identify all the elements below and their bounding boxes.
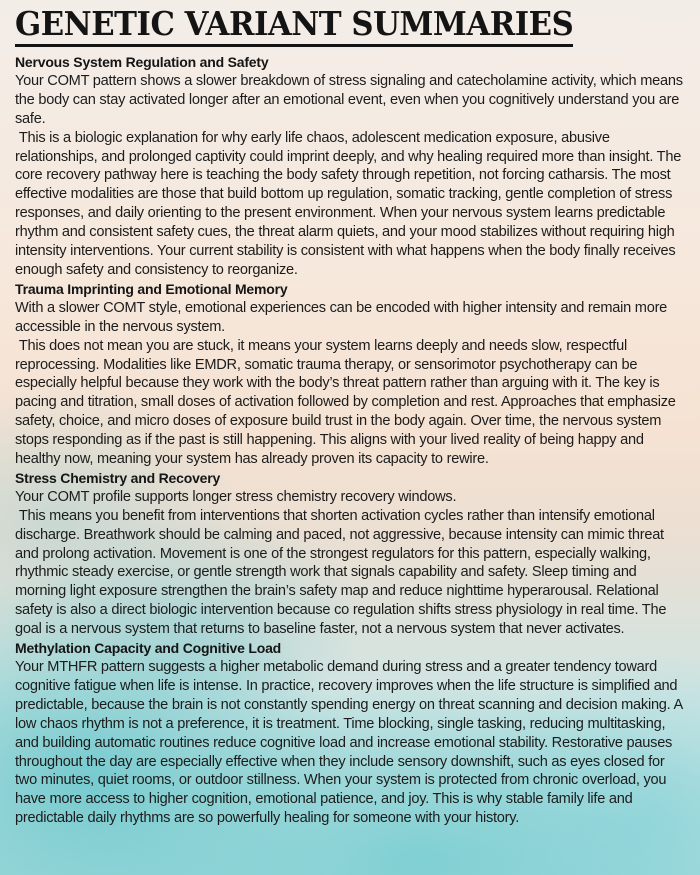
section-heading: Methylation Capacity and Cognitive Load xyxy=(15,640,282,657)
section-stress-chemistry xyxy=(15,469,687,639)
section-summary: Your COMT pattern shows a slower breakdown of stress signaling and catecholamine activity, which means the body can stay activated longer after an emotional event, even when you cognitively understand you are safe. xyxy=(15,72,687,127)
document-page xyxy=(15,4,687,828)
section-trauma-imprinting xyxy=(15,280,687,469)
section-summary: Your COMT profile supports longer stress chemistry recovery windows. xyxy=(15,488,457,505)
section-detail: This means you benefit from interventions that shorten activation cycles rather than intensify emotional discharge. Breathwork should be calming and paced, not aggressive, because intensity can mimic threat and prolong activation. Movement is one of the strongest regulators for this pattern, especially walking, rhythmic steady exercise, or gentle strength work that signals capability and safety. Sleep timing and morning light exposure strengthen the brain’s safety map and reduce nighttime hyperarousal. Relational safety is also a direct biologic intervention because co regulation shifts stress physiology in real time. The goal is a nervous system that returns to baseline faster, not a nervous system that never activates. xyxy=(15,507,671,638)
section-heading: Trauma Imprinting and Emotional Memory xyxy=(15,280,288,297)
section-heading: Stress Chemistry and Recovery xyxy=(15,469,221,486)
section-detail: This does not mean you are stuck, it means your system learns deeply and needs slow, respectful reprocessing. Modalities like EMDR, somatic trauma therapy, or sensorimotor psychotherapy can be especially helpful because they work with the body’s threat pattern rather than arguing with it. The key is pacing and titration, small doses of activation followed by completion and rest. Approaches that emphasize safety, choice, and micro doses of exposure build trust in the body again. Over time, the nervous system stops responding as if the past is still happening. This aligns with your lived reality of being happy and healthy now, meaning your system has already proven its capacity to rewire. xyxy=(15,337,680,468)
section-methylation xyxy=(15,639,687,828)
section-summary: With a slower COMT style, emotional experiences can be encoded with higher intensity and remain more accessible in the nervous system. xyxy=(15,299,671,335)
page-title: GENETIC VARIANT SUMMARIES xyxy=(15,4,573,47)
section-heading: Nervous System Regulation and Safety xyxy=(15,54,269,70)
section-detail: This is a biologic explanation for why early life chaos, adolescent medication exposure, abusive relationships, and prolonged captivity could imprint deeply, and why healing required more than insight. The core recovery pathway here is teaching the body safety through repetition, not forcing catharsis. The most effective modalities are those that build bottom up regulation, somatic tracking, gentle completion of stress responses, and daily orienting to the present environment. When your nervous system learns predictable rhythm and consistent safety cues, the threat alarm quiets, and your mood stabilizes without requiring high intensity interventions. Your current stability is consistent with what happens when the body finally receives enough safety and consistency to reorganize. xyxy=(15,129,685,278)
section-summary: Your MTHFR pattern suggests a higher metabolic demand during stress and a greater tendency toward cognitive fatigue when life is intense. In practice, recovery improves when the life structure is simplified and predictable, because the brain is not constantly spending energy on threat scanning and decision making. A low chaos rhythm is not a preference, it is treatment. Time blocking, single tasking, reducing multitasking, and building automatic routines reduce cognitive load and increase emotional stability. Restorative pauses throughout the day are especially effective when they include sensory downshift, such as eyes closed for two minutes, quiet rooms, or outdoor stillness. When your system is protected from chronic overload, you have more access to higher cognition, emotional patience, and joy. This is why stable family life and predictable daily rhythms are so powerfully healing for someone with your history. xyxy=(15,659,686,827)
section-nervous-system xyxy=(15,53,687,280)
